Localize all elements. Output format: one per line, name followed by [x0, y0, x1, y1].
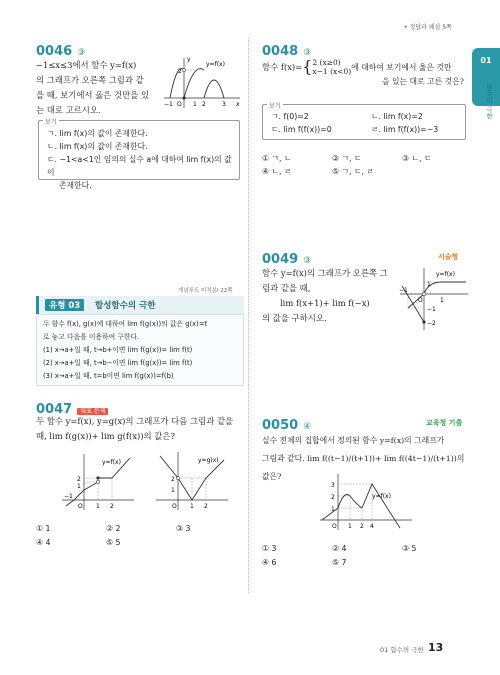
concept-reference: 개념루트 미적분Ⅰ 22쪽 [178, 288, 233, 294]
problem-0046 [36, 40, 85, 59]
case-line: x−1 (x<0) [312, 67, 352, 76]
problem-number: 0048 [262, 44, 299, 59]
problem-number: 0050 [262, 418, 299, 433]
x-tick: O [418, 297, 423, 304]
graph-0047-f [58, 448, 138, 514]
column-divider [248, 38, 249, 593]
graph-0046 [160, 52, 244, 112]
representative-badge: 대표 문제 [77, 408, 108, 415]
text-line: 실수 전체의 집합에서 정의된 함수 y=f(x)의 그래프가 [262, 436, 445, 445]
bogi-item: ㄴ. lim f(x)의 값이 존재한다. [47, 142, 148, 151]
problem-0049 [262, 248, 311, 267]
graph-label: y=f(x) [206, 61, 225, 68]
text-line: 을 때, 보기에서 옳은 것만을 있 [36, 90, 150, 100]
bogi-item: ㄱ. lim f(x)의 값이 존재한다. [47, 129, 148, 138]
side-tab-number: 01 [480, 56, 492, 65]
x-tick: 1 [440, 297, 444, 304]
choices-0050 [262, 542, 472, 570]
text-line: 로 놓고 다음을 이용하여 구한다. [43, 333, 140, 341]
choice[interactable]: ① ㄱ, ㄴ [262, 154, 292, 163]
graph-0047-g [152, 448, 232, 514]
problem-0047-text [36, 414, 246, 444]
x-tick: O [177, 101, 182, 108]
problem-0048-text: 함수 f(x)= { 2 (x≥0) x−1 (x<0) 에 대하여 보기에서 옳은 것만 을 있는 대로 고른 것은? [262, 58, 472, 89]
problem-0049-text [262, 266, 412, 326]
choice[interactable]: ④ 4 [36, 538, 51, 547]
case-line: 2 (x≥0) [312, 58, 341, 67]
text-line: 림과 같을 때, [262, 283, 311, 293]
choice[interactable]: ⑤ 5 [106, 538, 121, 547]
choice[interactable]: ② 4 [332, 544, 347, 553]
choice[interactable]: ⑤ ㄱ, ㄷ, ㄹ [332, 167, 374, 176]
bogi-item: 존재한다. [59, 181, 92, 190]
y-tick: 1 [77, 483, 81, 490]
side-tab-title: 함수의 극한 [485, 84, 493, 119]
x-tick: −1 [64, 493, 73, 500]
choices-0048 [262, 152, 472, 178]
y-tick: 2 [77, 476, 81, 483]
choice[interactable]: ② ㄱ, ㄷ [332, 154, 362, 163]
x-axis-label: x [236, 101, 240, 108]
text-line: 의 값을 구하시오. [262, 313, 327, 323]
y-tick: 2 [178, 68, 182, 75]
descriptive-tag: 서술형 [438, 253, 459, 261]
text-line: 그림과 같다. lim f((t−1)/(t+1))+ lim f((4t−1)/(t+1))의 값은? [262, 454, 465, 481]
x-tick: O [78, 503, 83, 510]
problem-number: 0046 [36, 44, 73, 59]
problem-0050 [262, 414, 311, 433]
type-03-header [36, 296, 244, 314]
y-tick: −1 [427, 306, 436, 313]
x-tick: −1 [399, 287, 408, 294]
graph-0050 [316, 470, 416, 534]
x-tick: 2 [204, 503, 208, 510]
text-line: 때, lim f(g(x))+ lim g(f(x))의 값은? [36, 431, 175, 441]
x-tick: O [332, 523, 337, 530]
x-tick: 1 [348, 523, 352, 530]
x-tick: 4 [370, 523, 374, 530]
y-tick: 3 [331, 482, 335, 489]
bogi-item: ㄴ. lim f(x)=2 [371, 112, 423, 121]
bogi-item: ㄱ. f(0)=2 [271, 112, 309, 121]
x-tick: 2 [110, 503, 114, 510]
difficulty-mark: ③ [77, 48, 86, 58]
bogi-item: ㄹ. lim f(f(x))=−3 [371, 125, 439, 134]
y-tick: 1 [427, 281, 431, 288]
type-title: 합성함수의 극한 [95, 301, 156, 311]
choice[interactable]: ③ ㄴ, ㄷ [402, 154, 432, 163]
exam-tag: 교육청 기출 [426, 419, 463, 427]
box-label: 보기 [269, 103, 281, 110]
x-tick: 3 [222, 101, 226, 108]
text-line: −1≤x≤3에서 함수 y=f(x) [36, 60, 137, 70]
choice[interactable]: ④ ㄴ, ㄹ [262, 167, 292, 176]
type-badge: 유형 03 [45, 299, 84, 311]
text-line: 두 함수 f(x), g(x)에 대하여 lim f(g(x))의 값은 g(x)=t [43, 320, 208, 328]
text-line: 에 대하여 보기에서 옳은 것만 [351, 62, 452, 72]
choice[interactable]: ② 2 [106, 524, 121, 533]
choices-0047 [36, 522, 246, 550]
bogi-item: ㄷ. lim f(f(x))=0 [271, 125, 332, 134]
choice[interactable]: ① 3 [262, 544, 277, 553]
y-tick: 1 [331, 506, 335, 513]
choice[interactable]: ③ 3 [176, 524, 191, 533]
page-number: 13 [428, 641, 444, 654]
x-tick: 2 [202, 101, 206, 108]
x-tick: −1 [164, 101, 173, 108]
x-tick: 2 [360, 523, 364, 530]
y-tick: 2 [331, 494, 335, 501]
graph-label: y=f(x) [102, 459, 121, 466]
text-line: 함수 y=f(x)의 그래프가 오른쪽 그 [262, 268, 388, 278]
x-tick: 1 [193, 101, 197, 108]
text-line: 의 그래프가 오른쪽 그림과 같 [36, 75, 144, 85]
difficulty-mark: ④ [303, 422, 312, 432]
solution-reference: • 정답과 해설 5쪽 [404, 24, 452, 31]
difficulty-mark: ③ [303, 256, 312, 266]
y-tick: −2 [427, 320, 436, 327]
graph-label: y=f(x) [372, 493, 391, 500]
type-03-box [36, 314, 244, 386]
x-tick: 1 [96, 503, 100, 510]
text-line: (3) x→a+일 때, t=b이면 lim f(g(x))=f(b) [43, 372, 174, 380]
y-tick: 1 [171, 487, 175, 494]
graph-label: y=g(x) [198, 457, 219, 464]
problem-number: 0047 [36, 402, 73, 417]
text-line: (1) x→a+일 때, t→b+이면 lim f(g(x))= lim f(t) [43, 346, 193, 354]
text-lead: 함수 f(x)= [262, 61, 303, 72]
text-line: 는 대로 고르시오. [36, 105, 101, 115]
y-tick: 2 [171, 476, 175, 483]
y-axis-label: y [187, 56, 191, 63]
choice[interactable]: ④ 6 [262, 558, 277, 567]
choice[interactable]: ③ 5 [402, 544, 417, 553]
text-line: lim f(x+1)+ lim f(−x) [280, 298, 370, 308]
x-tick: O [172, 503, 177, 510]
bogi-box-0048 [262, 104, 466, 140]
footer-chapter: 01 함수의 극한 [380, 646, 424, 654]
choice[interactable]: ⑤ 7 [332, 558, 347, 567]
text-line: 을 있는 대로 고른 것은? [382, 77, 464, 86]
bogi-item: ㄷ. −1<a<1인 임의의 실수 a에 대하여 lim f(x)의 값이 [47, 155, 232, 177]
graph-label: y=f(x) [436, 271, 455, 278]
text-line: 두 함수 y=f(x), y=g(x)의 그래프가 다음 그림과 같을 [36, 416, 234, 426]
problem-number: 0049 [262, 252, 299, 267]
box-label: 보기 [45, 119, 57, 126]
text-line: (2) x→a+일 때, t→b−이면 lim f(g(x))= lim f(t) [43, 359, 193, 367]
graph-0049 [396, 264, 472, 336]
bogi-box-0046 [38, 119, 240, 190]
difficulty-mark: ③ [303, 48, 312, 58]
x-tick: 1 [190, 503, 194, 510]
choice[interactable]: ① 1 [36, 524, 51, 533]
